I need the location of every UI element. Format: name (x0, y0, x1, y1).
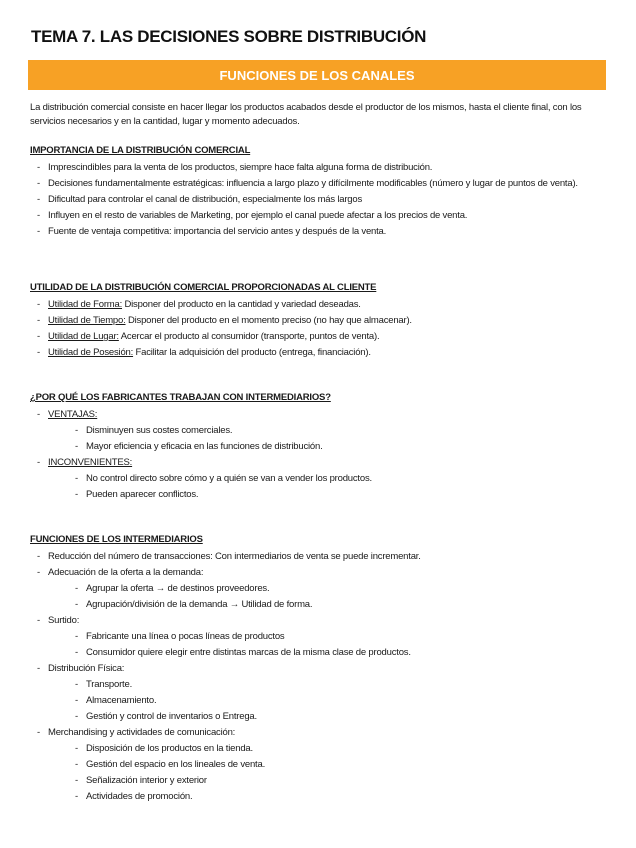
list-item: - Almacenamiento. (48, 694, 610, 708)
surtido-label: Surtido: (48, 615, 80, 626)
list-item: - Disminuyen sus costes comerciales. (48, 424, 610, 438)
list-item: - Disposición de los productos en la tienda. (48, 742, 610, 756)
list-item: - Decisiones fundamentalmente estratégicas: influencia a largo plazo y difícilmente modificables (número y lugar de puntos de venta). (30, 177, 610, 191)
utility-text: Facilitar la adquisición del producto (entrega, financiación). (133, 347, 371, 358)
list-item: - Gestión y control de inventarios o Entrega. (48, 710, 610, 724)
porque-list (30, 408, 610, 502)
list-item (30, 566, 610, 612)
importancia-list (30, 161, 610, 239)
utility-text: Disponer del producto en el momento preciso (no hay que almacenar). (125, 315, 412, 326)
list-item: - Pueden aparecer conflictos. (48, 488, 610, 502)
page-title: TEMA 7. LAS DECISIONES SOBRE DISTRIBUCIÓN (31, 27, 427, 46)
banner-label: FUNCIONES DE LOS CANALES (219, 67, 415, 83)
ventajas-label: VENTAJAS: (48, 409, 98, 420)
list-item (30, 614, 610, 660)
list-item: - Mayor eficiencia y eficacia en las funciones de distribución. (48, 440, 610, 454)
utilidad-list (30, 298, 610, 360)
list-item (30, 726, 610, 804)
section-importancia (30, 144, 610, 241)
list-item (30, 456, 610, 502)
list-item (30, 408, 610, 454)
section-heading: FUNCIONES DE LOS INTERMEDIARIOS (30, 534, 203, 545)
list-item: - Dificultad para controlar el canal de distribución, especialmente los más largos (30, 193, 610, 207)
list-item: - Consumidor quiere elegir entre distintas marcas de la misma clase de productos. (48, 646, 610, 660)
section-banner (28, 60, 606, 90)
distribucion-list (48, 678, 610, 724)
list-item: - Agrupación/división de la demanda → Utilidad de forma. (48, 598, 610, 612)
surtido-list (48, 630, 610, 660)
utility-label: Utilidad de Lugar: (48, 331, 119, 342)
funciones-list (30, 550, 610, 804)
utility-label: Utilidad de Forma: (48, 299, 123, 310)
list-item: - Imprescindibles para la venta de los productos, siempre hace falta alguna forma de distribución. (30, 161, 610, 175)
list-item: - Reducción del número de transacciones: Con intermediarios de venta se puede incrementar. (30, 550, 610, 564)
list-item: - No control directo sobre cómo y a quién se van a vender los productos. (48, 472, 610, 486)
list-item: - Gestión del espacio en los lineales de venta. (48, 758, 610, 772)
list-item (30, 662, 610, 724)
inconvenientes-list (48, 472, 610, 502)
list-item: - Influyen en el resto de variables de Marketing, por ejemplo el canal puede afectar a los precios de venta. (30, 209, 610, 223)
distribucion-label: Distribución Física: (48, 663, 125, 674)
list-item (30, 346, 610, 360)
section-funciones (30, 533, 610, 806)
ventajas-list (48, 424, 610, 454)
section-porque (30, 391, 610, 504)
utility-text: Acercar el producto al consumidor (transporte, puntos de venta). (118, 331, 380, 342)
section-heading: IMPORTANCIA DE LA DISTRIBUCIÓN COMERCIAL (30, 145, 251, 156)
adecuacion-label: Adecuación de la oferta a la demanda: (48, 567, 204, 578)
utility-label: Utilidad de Tiempo: (48, 315, 126, 326)
list-item (30, 314, 610, 328)
list-item: - Señalización interior y exterior (48, 774, 610, 788)
intro-paragraph: La distribución comercial consiste en hacer llegar los productos acabados desde el productor de los mismos, hasta el cliente final, con los servicios necesarios y en la cantidad, lugar y momento adecuados. (30, 102, 582, 127)
list-item: - Fuente de ventaja competitiva: importancia del servicio antes y después de la venta. (30, 225, 610, 239)
list-item (30, 298, 610, 312)
utility-label: Utilidad de Posesión: (48, 347, 134, 358)
list-item: - Transporte. (48, 678, 610, 692)
merchandising-label: Merchandising y actividades de comunicación: (48, 727, 236, 738)
list-item (30, 330, 610, 344)
section-heading: UTILIDAD DE LA DISTRIBUCIÓN COMERCIAL PROPORCIONADAS AL CLIENTE (30, 282, 377, 293)
list-item: - Fabricante una línea o pocas líneas de productos (48, 630, 610, 644)
merchandising-list (48, 742, 610, 804)
list-item: - Actividades de promoción. (48, 790, 610, 804)
adecuacion-list (48, 582, 610, 612)
section-heading: ¿POR QUÉ LOS FABRICANTES TRABAJAN CON INTERMEDIARIOS? (30, 392, 331, 403)
section-utilidad (30, 281, 610, 362)
list-item: - Agrupar la oferta → de destinos proveedores. (48, 582, 610, 596)
inconvenientes-label: INCONVENIENTES: (48, 457, 133, 468)
utility-text: Disponer del producto en la cantidad y variedad deseadas. (122, 299, 361, 310)
